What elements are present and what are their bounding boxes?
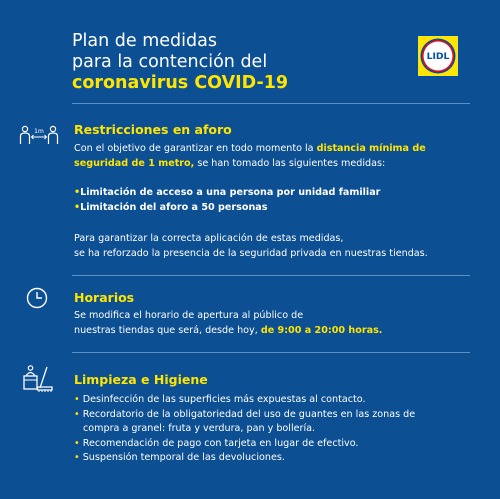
hours-highlight: de 9:00 a 20:00 horas. (260, 324, 383, 336)
hygiene-bullets (74, 393, 415, 466)
note-line-2: se ha reforzado la presencia de la seguridad privada en nuestras tiendas. (74, 247, 428, 259)
hours-line-1: Se modifica el horario de apertura al público de (74, 310, 304, 321)
hours-line-2: nuestras tiendas que será, desde hoy, (74, 324, 261, 336)
divider (72, 103, 470, 104)
section-title-restrictions: Restricciones en aforo (74, 122, 232, 137)
list-item: • Desinfección de las superficies más expuestas al contacto. (74, 394, 366, 405)
distance-label: 1m (34, 128, 44, 135)
lidl-logo (416, 34, 460, 78)
list-item-continued: compra a granel: fruta y verdura, pan y bollería. (83, 423, 316, 434)
logo-text: LIDL (426, 51, 450, 63)
divider (72, 352, 470, 353)
hours-text (74, 309, 382, 338)
restrictions-bullets (74, 186, 380, 215)
intro-highlight: distancia mínima de (316, 143, 426, 154)
list-item: •Limitación del aforo a 50 personas (74, 201, 268, 213)
restrictions-note (74, 232, 428, 261)
section-title-hours: Horarios (74, 290, 135, 305)
title-line-2: para la contención del (72, 52, 268, 72)
section-title-hygiene: Limpieza e Higiene (74, 372, 208, 387)
divider (72, 275, 470, 276)
restrictions-intro (74, 142, 426, 171)
list-item: • Suspensión temporal de las devoluciones. (74, 452, 285, 463)
people-distance-icon (19, 124, 59, 148)
note-line-1: Para garantizar la correcta aplicación de estas medidas, (74, 233, 344, 244)
page-title (72, 31, 288, 94)
intro-text-2: se han tomado las siguientes medidas: (194, 157, 386, 169)
clock-icon (26, 287, 48, 309)
list-item: • Recordatorio de la obligatoriedad del uso de guantes en las zonas de (74, 408, 416, 420)
intro-text: Con el objetivo de garantizar en todo momento la (74, 143, 317, 154)
list-item: • Recomendación de pago con tarjeta en lugar de efectivo. (74, 437, 359, 449)
cleaning-icon (21, 363, 57, 393)
intro-highlight-2: seguridad de 1 metro, (74, 157, 195, 169)
title-line-1: Plan de medidas (72, 31, 217, 51)
title-line-3: coronavirus COVID-19 (72, 73, 289, 93)
list-item: •Limitación de acceso a una persona por unidad familiar (74, 187, 381, 198)
